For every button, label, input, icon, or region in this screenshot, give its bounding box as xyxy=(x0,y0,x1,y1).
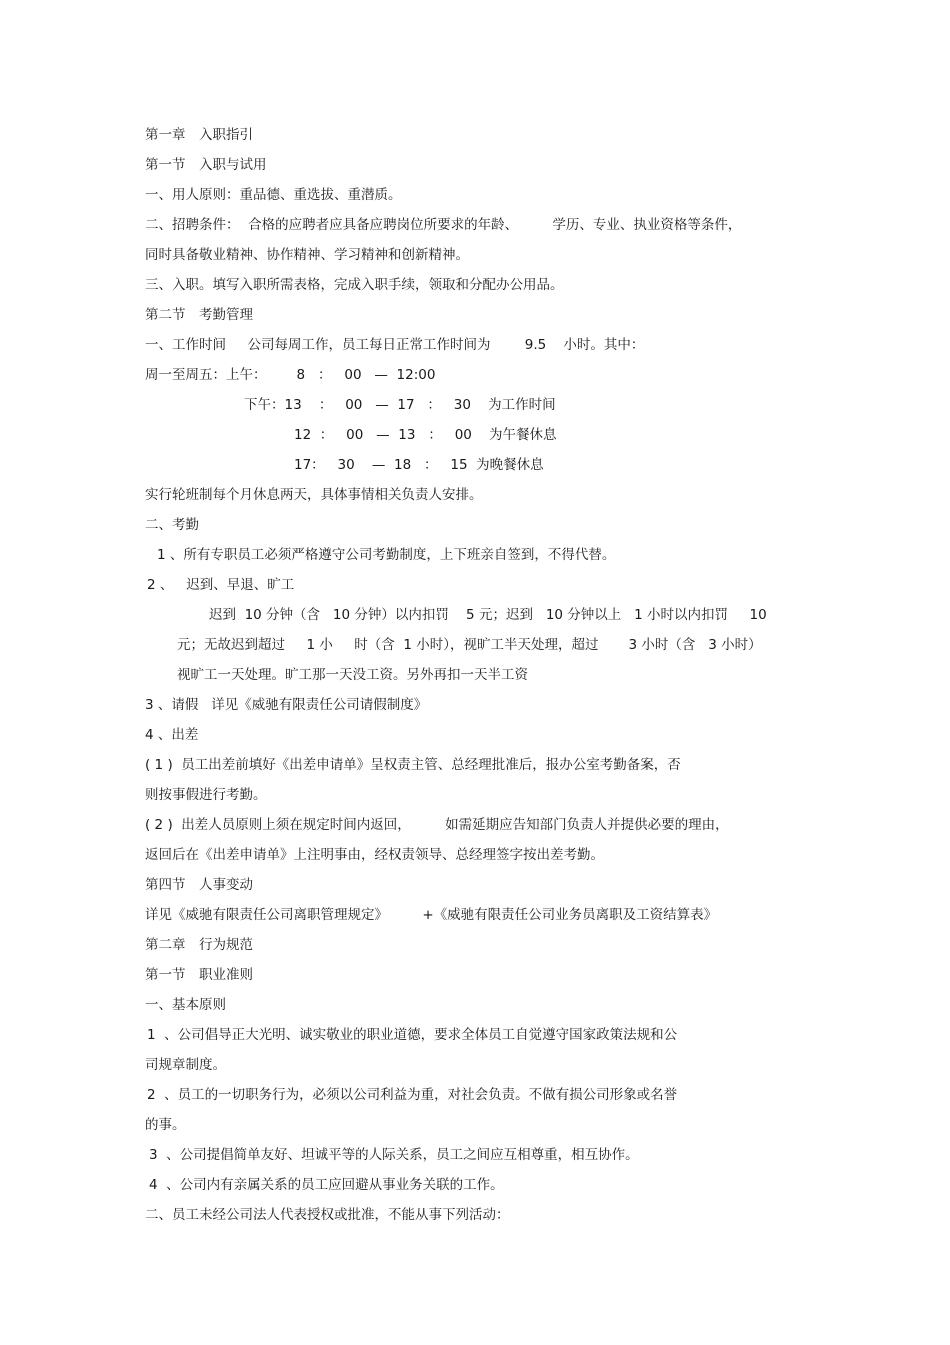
text-line: 一、工作时间 公司每周工作，员工每日正常工作时间为 9.5 小时。其中： xyxy=(145,337,645,353)
text-line: 下午：13 ： 00 — 17 ： 30 为工作时间 xyxy=(244,397,556,413)
text-line: 周一至周五：上午： 8 ： 00 — 12:00 xyxy=(145,367,436,383)
section-heading: 第二节 考勤管理 xyxy=(145,307,253,323)
text-line: 二、招聘条件： 合格的应聘者应具备应聘岗位所要求的年龄、 学历、专业、执业资格等条件， xyxy=(145,217,742,233)
chapter-heading: 第一章 入职指引 xyxy=(145,127,253,143)
text-line: 3 、请假 详见《威驰有限责任公司请假制度》 xyxy=(145,697,428,713)
text-line: 4 、出差 xyxy=(145,727,199,743)
text-line: 4 、公司内有亲属关系的员工应回避从事业务关联的工作。 xyxy=(149,1177,504,1193)
text-line: 详见《威驰有限责任公司离职管理规定》 +《威驰有限责任公司业务员离职及工资结算表》 xyxy=(145,907,718,923)
text-line: 17： 30 — 18 ： 15 为晚餐休息 xyxy=(294,457,544,473)
text-line: 一、用人原则：重品德、重选拔、重潜质。 xyxy=(145,187,402,203)
text-line: 1 、所有专职员工必须严格遵守公司考勤制度，上下班亲自签到，不得代替。 xyxy=(157,547,616,563)
section-heading: 第四节 人事变动 xyxy=(145,877,253,893)
text-line: 1 、公司倡导正大光明、诚实敬业的职业道德，要求全体员工自觉遵守国家政策法规和公 xyxy=(147,1027,678,1043)
text-line: 迟到 10 分钟（含 10 分钟）以内扣罚 5 元；迟到 10 分钟以上 1 小时以内扣罚 10 xyxy=(209,607,767,623)
text-line: 3 、公司提倡简单友好、坦诚平等的人际关系，员工之间应互相尊重，相互协作。 xyxy=(149,1147,639,1163)
section-heading: 第一节 入职与试用 xyxy=(145,157,267,173)
text-line: 元；无故迟到超过 1 小 时（含 1 小时），视旷工半天处理，超过 3 小时（含 3 小时） xyxy=(177,637,762,653)
text-line: 二、员工未经公司法人代表授权或批准，不能从事下列活动： xyxy=(145,1207,510,1223)
text-line: 司规章制度。 xyxy=(145,1057,226,1073)
text-line: 同时具备敬业精神、协作精神、学习精神和创新精神。 xyxy=(145,247,469,263)
text-line: 12 ： 00 — 13 ： 00 为午餐休息 xyxy=(294,427,557,443)
section-heading: 第一节 职业准则 xyxy=(145,967,253,983)
text-line: ( 1 ) 员工出差前填好《出差申请单》呈权责主管、总经理批准后，报办公室考勤备案，否 xyxy=(145,757,681,773)
text-line: ( 2 ) 出差人员原则上须在规定时间内返回， 如需延期应告知部门负责人并提供必要的理由， xyxy=(145,817,729,833)
text-line: 一、基本原则 xyxy=(145,997,226,1013)
chapter-heading: 第二章 行为规范 xyxy=(145,937,253,953)
text-line: 三、入职。填写入职所需表格，完成入职手续，领取和分配办公用品。 xyxy=(145,277,564,293)
text-line: 视旷工一天处理。旷工那一天没工资。另外再扣一天半工资 xyxy=(177,667,528,683)
text-line: 2 、 迟到、早退、旷工 xyxy=(147,577,295,593)
text-line: 则按事假进行考勤。 xyxy=(145,787,267,803)
text-line: 的事。 xyxy=(145,1117,186,1133)
text-line: 实行轮班制每个月休息两天，具体事情相关负责人安排。 xyxy=(145,487,483,503)
text-line: 返回后在《出差申请单》上注明事由，经权责领导、总经理签字按出差考勤。 xyxy=(145,847,604,863)
text-line: 2 、员工的一切职务行为，必须以公司利益为重，对社会负责。不做有损公司形象或名誉 xyxy=(147,1087,678,1103)
text-line: 二、考勤 xyxy=(145,517,199,533)
